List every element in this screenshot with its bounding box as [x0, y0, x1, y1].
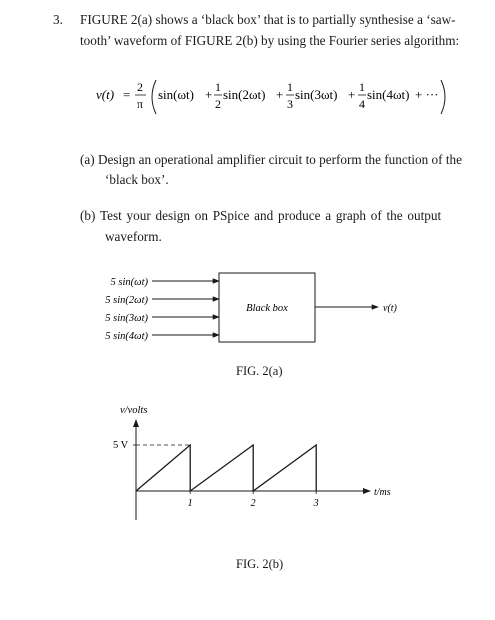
x-tick-label-1: 1 — [187, 498, 193, 509]
equation-term-4: sin(4ωt) — [367, 87, 410, 102]
equation-frac4-num: 1 — [359, 80, 365, 94]
fourier-equation — [0, 68, 495, 128]
equation-plus-1: + — [205, 87, 213, 102]
part-a-line-1 — [80, 150, 462, 170]
input-label-3: 5 sin(3ωt) — [105, 313, 148, 324]
x-tick-label-3: 3 — [313, 498, 319, 509]
equation-coef-numerator: 2 — [137, 80, 143, 94]
equation-equals: = — [123, 87, 131, 102]
equation-term-2: sin(2ωt) — [223, 87, 266, 102]
equation-frac3-den: 3 — [287, 97, 293, 111]
sawtooth-series-line — [136, 445, 316, 491]
question-number: 3. — [53, 12, 63, 27]
x-axis-label: t/ms — [374, 487, 391, 498]
part-b-line-2: waveform. — [105, 229, 162, 244]
question-text-line-1: FIGURE 2(a) shows a ‘black box’ that is to partially synthesise a ‘saw- — [80, 12, 456, 27]
equation-term-1: sin(ωt) — [158, 87, 194, 102]
input-label-2: 5 sin(2ωt) — [105, 295, 148, 306]
equation-coef-denominator: π — [136, 97, 144, 111]
part-a-line-2: ‘black box’. — [105, 172, 169, 187]
part-a-text-1: Design an operational amplifier circuit to perform the function of the — [97, 152, 462, 167]
x-tick-label-2: 2 — [250, 498, 256, 509]
part-a-label: (a) — [80, 152, 95, 167]
black-box-diagram — [0, 262, 495, 352]
input-label-4: 5 sin(4ωt) — [105, 331, 148, 342]
equation-tail: + ··· — [415, 87, 439, 102]
equation-plus-3: + — [348, 87, 356, 102]
equation-term-3: sin(3ωt) — [295, 87, 338, 102]
equation-plus-2: + — [276, 87, 284, 102]
equation-right-paren — [441, 80, 445, 114]
question-text-line-2: tooth’ waveform of FIGURE 2(b) by using the Fourier series algorithm: — [80, 33, 460, 48]
equation-frac2-den: 2 — [215, 97, 221, 111]
equation-frac4-den: 4 — [359, 97, 365, 111]
sawtooth-graph — [0, 398, 495, 528]
part-b-label: (b) — [80, 208, 96, 223]
equation-left-paren — [152, 80, 156, 114]
equation-lhs: v(t) — [96, 87, 115, 102]
y-axis-label: v/volts — [120, 405, 148, 416]
input-label-1: 5 sin(ωt) — [110, 277, 148, 288]
fig-2b-caption: FIG. 2(b) — [236, 557, 284, 571]
equation-frac2-num: 1 — [215, 80, 221, 94]
fig-2a-caption: FIG. 2(a) — [236, 364, 283, 378]
part-b-text-1: Test your design on PSpice and produce a graph of the output — [99, 208, 442, 223]
output-label: v(t) — [383, 303, 397, 314]
y-tick-label-5v: 5 V — [113, 440, 129, 451]
black-box-label: Black box — [246, 303, 288, 314]
equation-frac3-num: 1 — [287, 80, 293, 94]
part-b-line-1 — [80, 206, 441, 226]
